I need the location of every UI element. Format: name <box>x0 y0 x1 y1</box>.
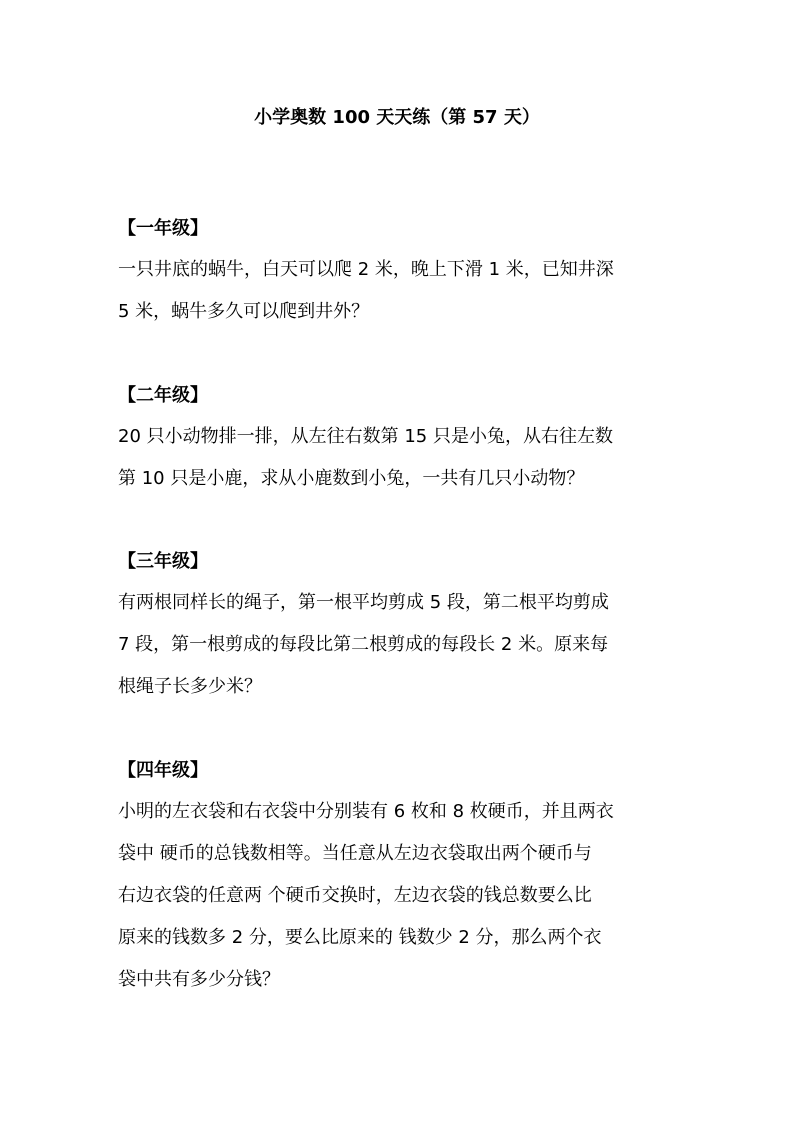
page-title: 小学奥数 100 天天练（第 57 天） <box>254 107 540 128</box>
question-line: 袋中 硬币的总钱数相等。当任意从左边衣袋取出两个硬币与 <box>118 843 592 864</box>
question-line: 7 段，第一根剪成的每段比第二根剪成的每段长 2 米。原来每 <box>118 634 609 655</box>
question-line: 20 只小动物排一排，从左往右数第 15 只是小兔，从右往左数 <box>118 426 613 447</box>
section-heading: 【二年级】 <box>118 385 208 406</box>
section-grade-2 <box>118 382 678 500</box>
question-text <box>118 791 678 1001</box>
question-line: 右边衣袋的任意两 个硬币交换时，左边衣袋的钱总数要么比 <box>118 885 592 906</box>
question-line: 第 10 只是小鹿，求从小鹿数到小兔，一共有几只小动物？ <box>118 468 585 489</box>
section-grade-1 <box>118 215 678 333</box>
question-line: 袋中共有多少分钱？ <box>118 969 280 990</box>
section-grade-4 <box>118 757 678 1001</box>
question-line: 5 米，蜗牛多久可以爬到井外？ <box>118 301 370 322</box>
section-heading: 【一年级】 <box>118 218 208 239</box>
question-line: 原来的钱数多 2 分，要么比原来的 钱数少 2 分，那么两个衣 <box>118 927 602 948</box>
question-line: 一只井底的蜗牛，白天可以爬 2 米，晚上下滑 1 米，已知井深 <box>118 259 614 280</box>
question-text <box>118 582 678 708</box>
question-text <box>118 249 678 333</box>
question-line: 小明的左衣袋和右衣袋中分别装有 6 枚和 8 枚硬币，并且两衣 <box>118 801 614 822</box>
section-grade-3 <box>118 548 678 708</box>
question-line: 根绳子长多少米？ <box>118 676 262 697</box>
section-heading: 【四年级】 <box>118 760 208 781</box>
section-heading: 【三年级】 <box>118 551 208 572</box>
question-text <box>118 416 678 500</box>
question-line: 有两根同样长的绳子，第一根平均剪成 5 段，第二根平均剪成 <box>118 592 609 613</box>
